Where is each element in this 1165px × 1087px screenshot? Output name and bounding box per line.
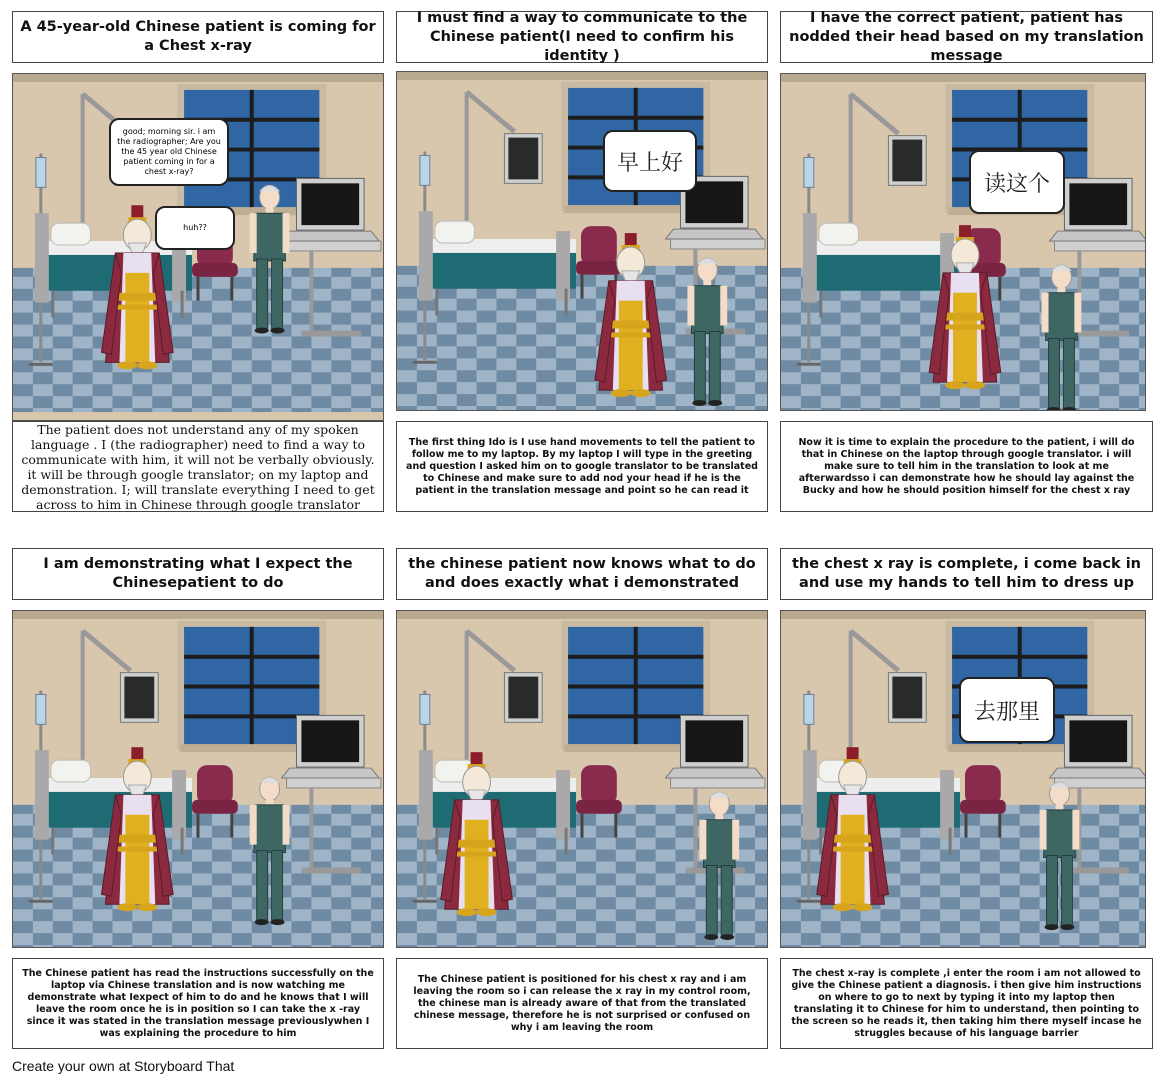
panel-5-title: the chinese patient now knows what to do and does exactly what i demonstrated (396, 548, 768, 600)
speech-bubble-read-this: 读这个 (969, 150, 1065, 214)
speech-bubble-huh: huh?? (155, 206, 235, 250)
panel-4-scene (12, 610, 384, 948)
panel-3-description: Now it is time to explain the procedure to the patient, i will do that in Chinese on the laptop through google translator. i will make sure to tell him in the translation to look at me afterwardsso i can demonstrate how he should lay against the Bucky and how he should position himself for the chest x ray (780, 421, 1153, 512)
hospital-room-illustration (13, 611, 383, 947)
hospital-room-illustration (781, 74, 1145, 410)
panel-4-title: I am demonstrating what I expect the Chinesepatient to do (12, 548, 384, 600)
panel-5-scene (396, 610, 768, 948)
speech-bubble-chinese-greeting: 早上好 (603, 130, 697, 192)
panel-2-title: I must find a way to communicate to the Chinese patient(I need to confirm his identity ) (396, 11, 768, 63)
speech-bubble-greeting: good; morning sir. i am the radiographer; Are you the 45 year old Chinese patient coming in for a chest x-ray? (109, 118, 229, 186)
hospital-room-illustration (397, 72, 767, 410)
speech-bubble-go-there: 去那里 (959, 677, 1055, 743)
panel-1-description: The patient does not understand any of my spoken language . I (the radiographer) need to find a way to communicate with him, it will not be verbally obviously. it will be through google translator; on my laptop and demonstration. I; will translate everything I need to get across to him in Chinese through google translator (12, 421, 384, 512)
panel-6-scene (780, 610, 1146, 948)
panel-2-description: The first thing Ido is I use hand movements to tell the patient to follow me to my laptop. By my laptop I will type in the greeting and question I asked him on to google translator to be translated to Chinese and make sure to add nod your head if he is the patient in the translation message and point so he can read it (396, 421, 768, 512)
hospital-room-illustration (397, 611, 767, 947)
footer-credit[interactable]: Create your own at Storyboard That (12, 1058, 235, 1074)
panel-3-title: I have the correct patient, patient has nodded their head based on my translation message (780, 11, 1153, 63)
panel-1-scene (12, 73, 384, 421)
panel-6-description: The chest x-ray is complete ,i enter the room i am not allowed to give the Chinese patient a diagnosis. i then give him instructions on where to go to next by typing it into my laptop then translating it to Chinese for him to understand, then pointing to the screen so he reads it, then taking him there myself incase he struggles because of his language barrier (780, 958, 1153, 1049)
hospital-room-illustration (781, 611, 1145, 947)
panel-1-title: A 45-year-old Chinese patient is coming for a Chest x-ray (12, 11, 384, 63)
panel-4-description: The Chinese patient has read the instructions successfully on the laptop via Chinese translation and is now watching me demonstrate what Iexpect of him to do and he knows that I will leave the room once he is in position so I can take the x -ray since it was stated in the translation message previouslywhen I was explaining the procedure to him (12, 958, 384, 1049)
panel-3-scene (780, 73, 1146, 411)
panel-6-title: the chest x ray is complete, i come back in and use my hands to tell him to dress up (780, 548, 1153, 600)
panel-5-description: The Chinese patient is positioned for his chest x ray and i am leaving the room so i can release the x ray in my control room, the chinese man is already aware of that from the translated chinese message, therefore he is not surprised or confused on why i am leaving the room (396, 958, 768, 1049)
panel-2-scene (396, 71, 768, 411)
